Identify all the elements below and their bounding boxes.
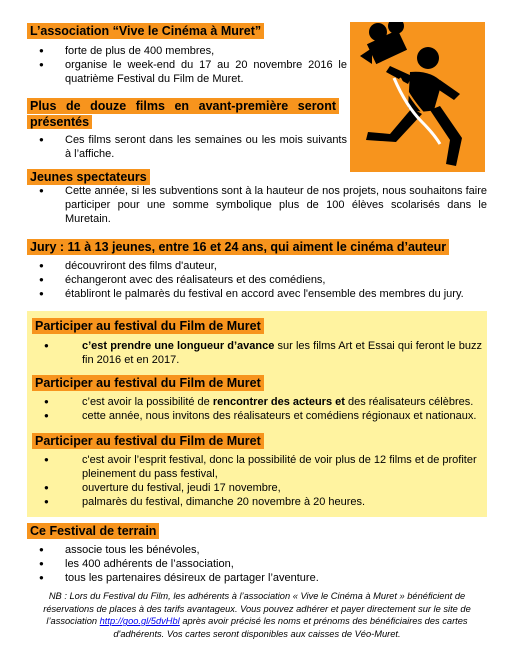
section-participer-3 xyxy=(32,432,482,509)
list-item: ● Cette année, si les subventions sont à la hauteur de nos projets, nous souhaitons faire participer pour une somme symbolique plus de 100 élèves scolarisés dans le Muretain. xyxy=(27,184,487,226)
section-association xyxy=(27,22,347,86)
section-terrain xyxy=(27,522,487,585)
section-films-title: Plus de douze films en avant-première seront présentés xyxy=(27,98,339,130)
list-item: ● les 400 adhérents de l’association, xyxy=(27,557,487,571)
nb-note: NB : Lors du Festival du Film, les adhérents à l’association « Vive le Cinéma à Muret » bénéficient de réservations de places à des tarifs avantageux. Vous pouvez adhérer et payer directement sur le site de l’association http://goo.gl/5dvHbl après avoir précisé les noms et prénoms des bénéficiaires des cartes d'adhérents. Vos cartes seront disponibles aux caisses de Véo-Muret. xyxy=(43,591,471,639)
section-association-title: L’association “Vive le Cinéma à Muret” xyxy=(27,23,264,39)
section-participer-1 xyxy=(32,317,482,367)
section-films xyxy=(27,98,347,161)
section-terrain-title: Ce Festival de terrain xyxy=(27,523,159,539)
section-jeunes-list xyxy=(27,184,487,226)
list-item: ● palmarès du festival, dimanche 20 novembre à 20 heures. xyxy=(32,495,482,509)
participer-1-title: Participer au festival du Film de Muret xyxy=(32,318,264,334)
list-item: ● forte de plus de 400 membres, xyxy=(27,44,347,58)
list-item: ● établiront le palmarès du festival en accord avec l'ensemble des membres du jury. xyxy=(27,287,487,301)
list-item: ● c’est prendre une longueur d’avance sur les films Art et Essai qui feront le buzz fin 2016 et en 2017. xyxy=(32,339,482,367)
association-link[interactable]: http://goo.gl/5dvHbl xyxy=(99,616,180,626)
list-item: ● Ces films seront dans les semaines ou les mois suivants à l’affiche. xyxy=(27,133,347,161)
list-item: ● c’est avoir la possibilité de rencontrer des acteurs et des réalisateurs célèbres. xyxy=(32,395,482,409)
list-item: ● tous les partenaires désireux de partager l’aventure. xyxy=(27,571,487,585)
list-item: ● découvriront des films d'auteur, xyxy=(27,259,487,273)
list-item: ● associe tous les bénévoles, xyxy=(27,543,487,557)
list-item: ● organise le week-end du 17 au 20 novembre 2016 le quatrième Festival du Film de Muret. xyxy=(27,58,347,86)
section-jury-title: Jury : 11 à 13 jeunes, entre 16 et 24 ans, qui aiment le cinéma d’auteur xyxy=(27,239,449,255)
running-filmmaker-logo-icon xyxy=(350,22,485,172)
section-jury xyxy=(27,238,487,301)
list-item: ● c'est avoir l’esprit festival, donc la possibilité de voir plus de 12 films et de profiter pleinement du pass festival, xyxy=(32,453,482,481)
participer-3-title: Participer au festival du Film de Muret xyxy=(32,433,264,449)
list-item: ● échangeront avec des réalisateurs et des comédiens, xyxy=(27,273,487,287)
section-jeunes-title: Jeunes spectateurs xyxy=(27,169,150,185)
list-item: ● cette année, nous invitons des réalisateurs et comédiens régionaux et nationaux. xyxy=(32,409,482,423)
section-participer-2 xyxy=(32,374,482,423)
list-item: ● ouverture du festival, jeudi 17 novembre, xyxy=(32,481,482,495)
participer-2-title: Participer au festival du Film de Muret xyxy=(32,375,264,391)
festival-logo xyxy=(350,22,485,172)
